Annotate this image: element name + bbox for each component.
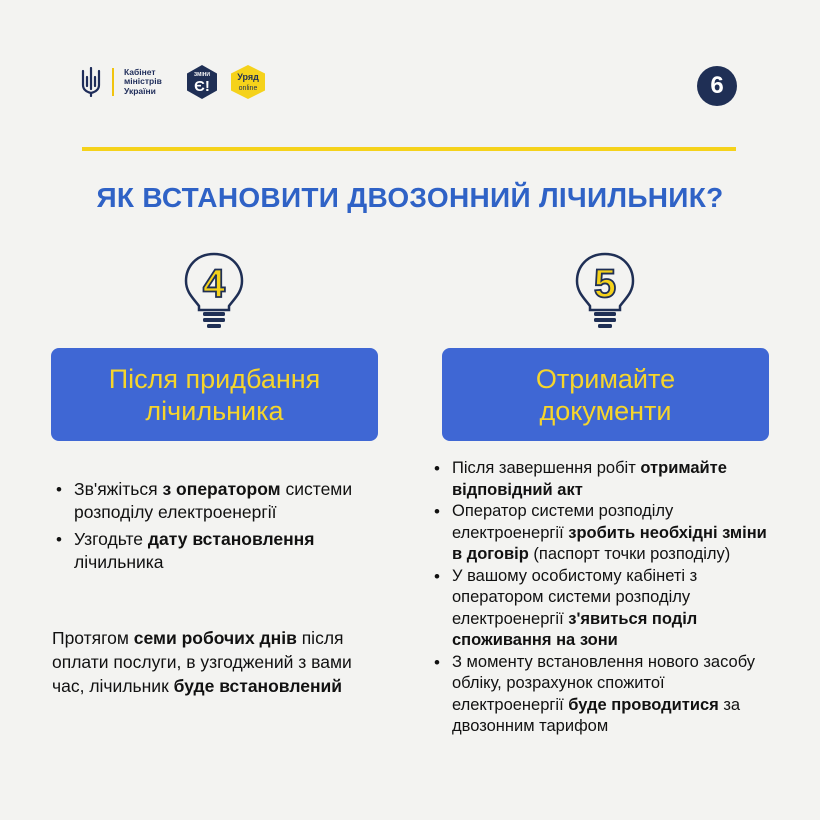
text-span: після оплати послуги, в узгоджений з вами час, лічильник: [52, 628, 352, 696]
text-span: З моменту встановлення нового засобу обліку, розрахунок спожитої електроенергії: [452, 652, 756, 714]
cabinet-line-1: Кабінет: [124, 66, 156, 77]
logo-divider: [112, 68, 114, 96]
text-span: Протягом: [52, 628, 134, 648]
text-span: Після завершення робіт: [452, 459, 641, 477]
uriad-online-logo-icon: [228, 64, 268, 100]
bold-text: отримайте відповідний акт: [452, 459, 727, 499]
step-5-heading-line-2: документи: [539, 395, 672, 426]
bold-text: зробить необхідні зміни в договір: [452, 523, 767, 563]
text-span: Узгодьте: [74, 529, 148, 549]
page-number-badge: 6: [697, 66, 737, 106]
step-4-heading-line-1: Після придбання: [108, 363, 321, 394]
bold-text: семи робочих днів: [133, 628, 297, 648]
lightbulb-4-icon: [181, 250, 247, 332]
svg-text:Уряд: Уряд: [237, 72, 259, 82]
bold-text: буде встановлений: [173, 676, 343, 696]
page-title: ЯК ВСТАНОВИТИ ДВОЗОННИЙ ЛІЧИЛЬНИК?: [96, 182, 724, 213]
list-item: [430, 652, 770, 738]
header-divider-line: [82, 147, 736, 151]
list-item: [52, 528, 382, 574]
step-4-bullet-list: [52, 478, 382, 578]
bold-text: з'явиться поділ споживання на зони: [452, 609, 698, 649]
step-5-heading-line-1: Отримайте: [535, 363, 676, 394]
list-item: [52, 478, 382, 524]
lightbulb-5-icon: [572, 250, 638, 332]
svg-text:ЗМІНИ: ЗМІНИ: [194, 72, 210, 78]
text-span: Зв'яжіться: [74, 479, 163, 499]
cabinet-logo-text: [124, 68, 176, 97]
step-4-heading-box: [51, 348, 378, 441]
bold-text: буде проводитися: [568, 695, 719, 714]
svg-text:Є!: Є!: [194, 78, 210, 95]
step-5-heading-box: [442, 348, 769, 441]
cabinet-line-3: України: [124, 85, 156, 96]
step-5-number: 5: [593, 262, 617, 306]
text-span: У вашому особистому кабінеті з оператором системи розподілу електроенергії: [452, 566, 698, 628]
cabinet-line-2: міністрів: [124, 76, 162, 87]
step-4-number: 4: [202, 262, 226, 306]
trident-emblem-icon: [80, 67, 102, 97]
text-span: лічильника: [74, 552, 164, 572]
step-4-paragraph: [52, 626, 382, 698]
text-span: (паспорт точки розподілу): [528, 545, 731, 563]
list-item: [430, 501, 770, 566]
text-span: Оператор системи розподілу електроенергії: [452, 502, 674, 542]
zminy-logo-icon: [184, 64, 220, 100]
list-item: [430, 566, 770, 652]
svg-text:online: online: [238, 85, 258, 92]
list-item: [430, 458, 770, 501]
step-5-bullet-list: [430, 458, 770, 738]
text-span: за двозонним тарифом: [452, 695, 741, 735]
step-4-heading-line-2: лічильника: [145, 395, 284, 426]
header-logos: [80, 64, 268, 100]
text-span: системи розподілу електроенергії: [74, 479, 353, 522]
bold-text: дату встановлення: [147, 529, 315, 549]
bold-text: з оператором: [162, 479, 281, 499]
